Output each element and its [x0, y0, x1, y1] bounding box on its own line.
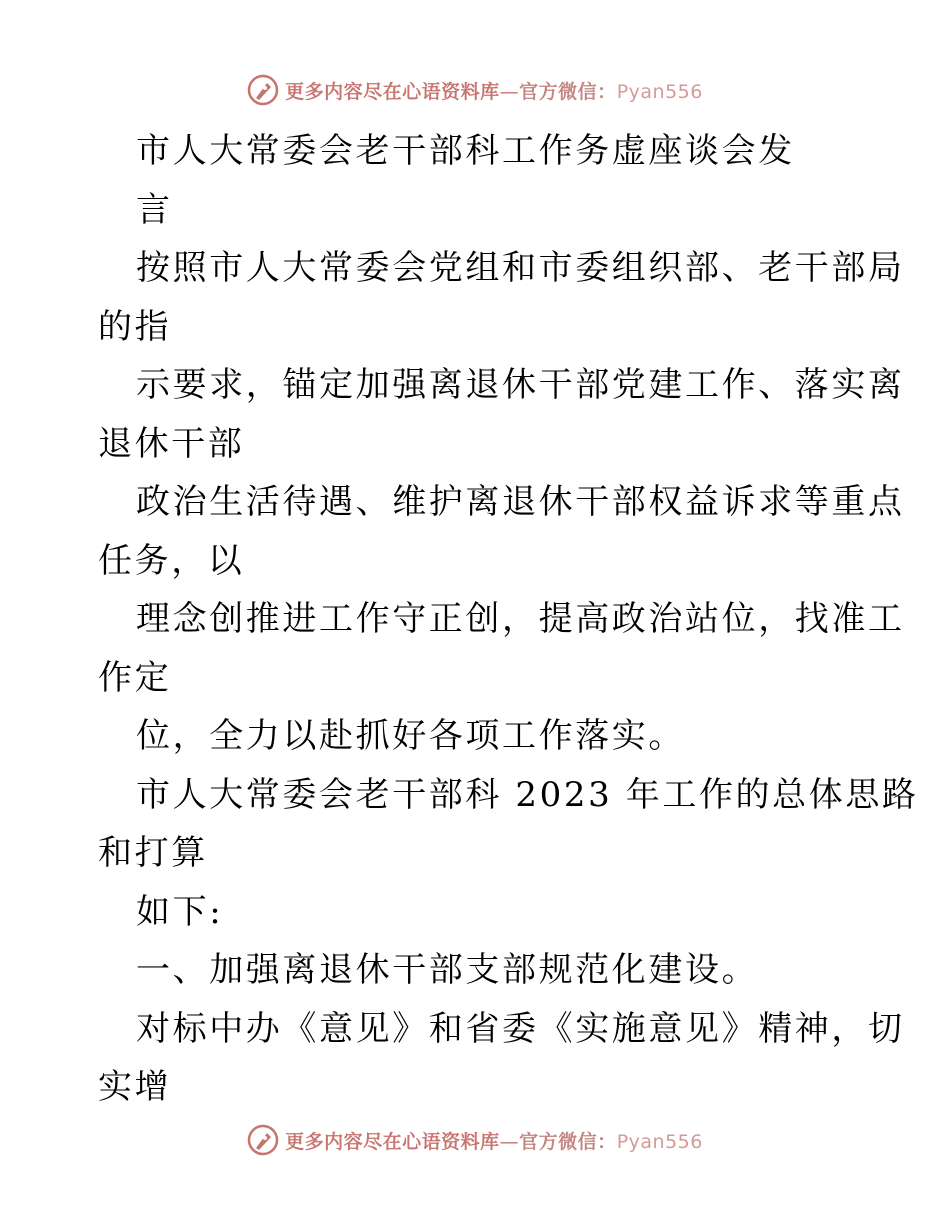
body-line: 按照市人大常委会党组和市委组织部、老干部局: [136, 248, 905, 288]
banner-wechat-label: 官方微信：: [519, 80, 617, 103]
body-line: 实增: [98, 1067, 172, 1107]
body-line: 退休干部: [98, 423, 245, 464]
banner-wechat-id: Pyan556: [616, 1130, 703, 1153]
body-line: 任务，以: [98, 540, 245, 581]
body-line: 示要求，锚定加强离退休干部党建工作、落实离: [136, 365, 905, 405]
body-line: 市人大常委会老干部科 2023 年工作的总体思路: [136, 774, 919, 815]
banner-main-text: 更多内容尽在心语资料库: [285, 80, 500, 103]
body-line: 一、加强离退休干部支部规范化建设。: [136, 950, 759, 990]
banner-main-text: 更多内容尽在心语资料库: [285, 1130, 500, 1153]
body-line: 的指: [98, 306, 172, 347]
banner-wechat-label: 官方微信：: [519, 1130, 617, 1153]
banner-separator: —: [499, 80, 520, 103]
banner-separator: —: [499, 1130, 520, 1153]
body-line: 言: [136, 189, 173, 230]
header-banner: [0, 72, 950, 108]
body-line: 市人大常委会老干部科工作务虚座谈会发: [136, 131, 795, 171]
banner-wechat-id: Pyan556: [616, 80, 703, 103]
document-body: [98, 122, 919, 1117]
body-line: 和打算: [98, 833, 208, 873]
body-line: 位，全力以赴抓好各项工作落实。: [136, 716, 685, 756]
body-line: 理念创推进工作守正创，提高政治站位，找准工: [136, 599, 905, 639]
body-line: 如下:: [136, 891, 224, 932]
body-line: 作定: [98, 657, 172, 698]
pen-nib-logo-icon: [247, 1124, 279, 1156]
body-line: 政治生活待遇、维护离退休干部权益诉求等重点: [136, 482, 905, 522]
footer-banner: [0, 1122, 950, 1158]
pen-nib-logo-icon: [247, 74, 279, 106]
body-line: 对标中办《意见》和省委《实施意见》精神，切: [136, 1008, 905, 1049]
